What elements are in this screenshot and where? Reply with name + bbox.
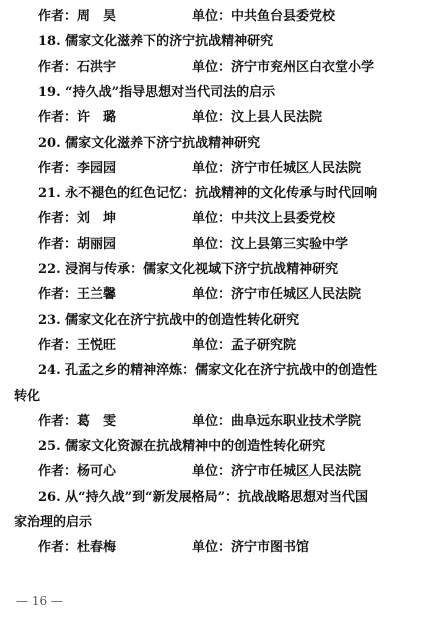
author-unit: 单位：孟子研究院 (192, 337, 297, 353)
author-line (38, 59, 431, 77)
author-name: 作者：胡丽园 (38, 236, 117, 252)
paper-title: 21. 永不褪色的红色记忆：抗战精神的文化传承与时代回响 (38, 186, 378, 202)
paper-title: 19. “持久战”指导思想对当代司法的启示 (38, 84, 276, 100)
author-line (38, 210, 431, 228)
author-name: 作者：杜春梅 (38, 540, 117, 556)
author-name: 作者：刘 坤 (38, 211, 117, 227)
author-name: 作者：王兰馨 (38, 287, 117, 303)
author-unit: 单位：中共汶上县委党校 (192, 211, 336, 227)
author-unit: 单位：济宁市任城区人民法院 (192, 464, 362, 480)
author-line (38, 463, 431, 481)
author-name: 作者：李园园 (38, 160, 117, 176)
author-unit: 单位：济宁市图书馆 (192, 540, 310, 556)
paper-title-continuation: 转化 (14, 388, 41, 404)
author-line (38, 413, 431, 431)
paper-title: 22. 浸润与传承：儒家文化视域下济宁抗战精神研究 (38, 262, 339, 277)
paper-title-continuation: 家治理的启示 (14, 515, 93, 530)
author-name: 作者：石洪宇 (38, 59, 117, 75)
author-name: 作者：周 昊 (38, 9, 117, 24)
paper-title: 26. 从“持久战”到“新发展格局”：抗战战略思想对当代国 (38, 489, 369, 505)
author-name: 作者：葛 雯 (38, 413, 117, 429)
author-name: 作者：杨可心 (38, 464, 117, 480)
author-unit: 单位：济宁市任城区人民法院 (192, 287, 362, 303)
paper-title: 23. 儒家文化在济宁抗战中的创造性转化研究 (38, 312, 300, 328)
author-line (38, 109, 431, 127)
author-unit: 单位：中共鱼台县委党校 (192, 9, 336, 24)
author-line (38, 539, 431, 557)
paper-title: 25. 儒家文化资源在抗战精神中的创造性转化研究 (38, 439, 326, 455)
paper-title: 24. 孔孟之乡的精神淬炼：儒家文化在济宁抗战中的创造性 (38, 363, 378, 379)
author-unit: 单位：曲阜远东职业技术学院 (192, 413, 362, 429)
author-line (38, 236, 431, 254)
author-line (38, 8, 431, 26)
author-unit: 单位：汶上县第三实验中学 (192, 236, 349, 252)
page-number: — 16 — (16, 594, 63, 608)
paper-title: 18. 儒家文化滋养下的济宁抗战精神研究 (38, 34, 274, 50)
author-line (38, 160, 431, 178)
author-name: 作者：许 璐 (38, 110, 117, 126)
author-unit: 单位：济宁市兖州区白衣堂小学 (192, 59, 375, 75)
author-line (38, 286, 431, 304)
paper-title: 20. 儒家文化滋养下济宁抗战精神研究 (38, 135, 261, 151)
author-line (38, 337, 431, 355)
author-name: 作者：王悦旺 (38, 337, 117, 353)
author-unit: 单位：济宁市任城区人民法院 (192, 160, 362, 176)
author-unit: 单位：汶上县人民法院 (192, 110, 323, 126)
